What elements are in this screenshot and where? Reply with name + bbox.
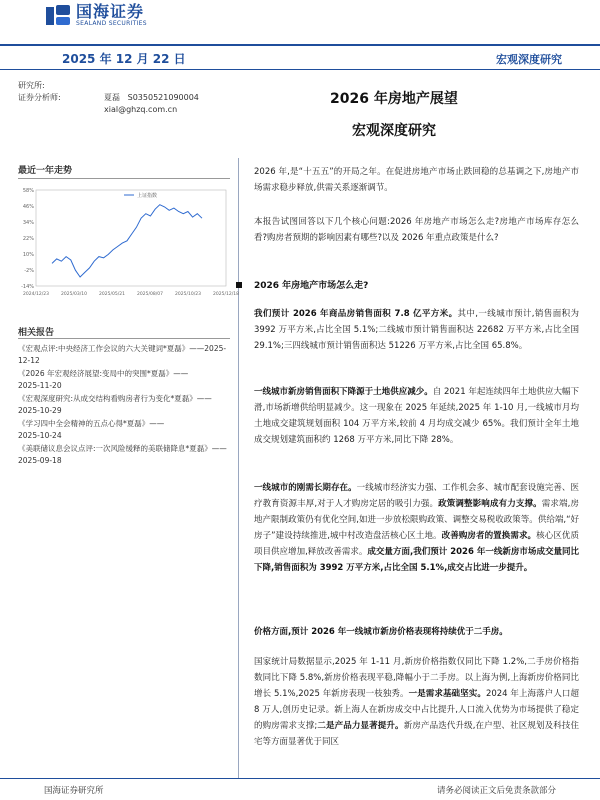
research-institute-label: 研究所: [18,81,45,90]
related-report-title: 《美联储议息会议点评:一次风险缓释的美联储降息*夏磊》 [18,444,212,453]
analyst-name: 夏磊 [104,93,120,102]
related-report-date: ——2025-12-12 [18,344,227,365]
demand-text-3: 核心区优质项目供应增加,释放改善需求。 [254,531,579,557]
land-supply-text: 自 2021 年起连续四年土地供应大幅下滑,市场新增供给明显减少。这一现象在 2025 年延续,2025 年 1-10 月,一线城市月均土地成交建筑规划面积 104 万平方米,较前 4 月均成交减少 65%。我们预计全年土地成交规划建筑面积约 1268 万平方米,同比下降 28%。 [254,387,579,445]
price-text-1: 国家统计局数据显示,2025 年 1-11 月,新房价格指数仅同比下降 1.2%,二手房价格指数同比下降 5.8%,新房价格表现平稳,降幅小于二手房。以上海为例,上海新房价格同比增长 5.1%,2025 年新房表现一枝独秀。 [254,657,579,699]
related-report-item[interactable] [18,443,230,467]
analyst-label: 证券分析师: [18,93,61,102]
logo-mark-icon [46,5,72,27]
footer-disclaimer: 请务必阅读正文后免责条款部分 [436,786,556,796]
analyst-email[interactable]: xial@ghzq.com.cn [104,105,178,114]
section-heading-text: 2026 年房地产市场怎么走? [254,281,369,291]
related-divider [18,338,230,339]
related-report-item[interactable] [18,393,230,417]
report-subtitle: 宏观深度研究 [352,123,436,139]
land-supply-lead: 一线城市新房销售面积下降源于土地供应减少。 [254,387,433,397]
x-tick-label: 2024/12/23 [23,292,49,297]
bullet-square-icon [236,282,242,288]
related-report-date: ——2025-10-29 [18,394,212,415]
y-tick-label: 58% [22,188,34,194]
demand-lead-4: 成交量方面,我们预计 2026 年一线新房市场成交量同比下降,销售面积为 3992 万平方米,占比全国 5.1%,成交占比进一步提升。 [254,547,579,573]
analyst-license: S0350521090004 [127,93,199,102]
related-report-item[interactable] [18,368,230,392]
report-type: 宏观深度研究 [496,53,562,66]
intro-paragraph: 2026 年,是“十五五”的开局之年。在促进房地产市场止跌回稳的总基调之下,房地产市场需求稳步释放,供需关系逐渐调节。 [254,167,579,193]
land-supply-paragraph [254,384,579,448]
report-title: 2026 年房地产展望 [330,91,458,107]
sales-forecast-paragraph [254,306,579,354]
x-tick-label: 2025/08/07 [137,292,163,297]
demand-lead-3: 改善购房者的置换需求。 [441,531,537,541]
x-tick-label: 2025/03/10 [61,292,87,297]
header-bar [0,44,600,70]
related-reports-title: 相关报告 [18,328,55,338]
brand-name-cn: 国海证券 [76,2,145,21]
demand-text-1: 一线城市经济实力强、工作机会多、城市配套设施完善、医疗教育资源丰厚,对于人才购房定居的吸引力强。 [254,483,579,509]
x-tick-label: 2025/10/23 [175,292,201,297]
questions-paragraph: 本报告试图回答以下几个核心问题:2026 年房地产市场怎么走?房地产市场库存怎么看?购房者预期的影响因素有哪些?以及 2026 年重点政策是什么? [254,217,579,243]
y-tick-label: 10% [22,252,34,258]
series-line-shanghai-index [52,205,202,277]
sales-forecast-text: 其中,一线城市预计,销售面积为 3992 万平方米,占比全国 5.1%;二线城市预计销售面积达 22682 万平方米,占比全国 29.1%;三四线城市预计销售面积达 51226 万平方米,占比全国 65.8%。 [254,309,580,351]
y-tick-label: -2% [24,268,34,274]
chart-frame [36,190,226,286]
trend-divider [18,178,230,179]
footer-divider [0,778,600,779]
demand-lead-1: 一线城市的刚需长期存在。 [254,483,357,493]
related-report-title: 《宏观深度研究:从成交结构看购房者行为变化*夏磊》 [18,394,197,403]
y-tick-label: 22% [22,236,34,242]
related-report-date: ——2025-09-18 [18,444,227,465]
price-lead-2: 二是产品力显著提升。 [317,721,404,731]
demand-lead-2: 政策调整影响成有力支撑。 [438,499,542,509]
legend-label: 上证指数 [137,193,158,199]
price-paragraph [254,654,579,750]
x-tick-label: 2025/05/21 [99,292,125,297]
related-report-date: 2025-10-24 [18,431,62,440]
related-report-item[interactable] [18,418,230,442]
y-tick-label: 46% [22,204,34,210]
y-tick-label: -14% [21,284,34,290]
brand-name-en: SEALAND SECURITIES [76,20,147,27]
related-report-date: 2025-11-20 [18,381,62,390]
price-text-3: 新房产品迭代升级,在户型、社区规划及科技住宅等方面显著优于同区 [254,721,579,747]
y-tick-label: 34% [22,220,34,226]
trend-title: 最近一年走势 [18,166,73,176]
trend-chart [14,182,239,300]
price-text-2: 2024 年上海落户人口超 8 万人,创历史记录。新上海人在新房成交中占比提升,人口流入优势为市场提供了稳定的购房需求支撑; [254,689,579,731]
price-heading: 价格方面,预计 2026 年一线城市新房价格表现将持续优于二手房。 [254,627,508,637]
related-reports-list [18,343,230,468]
related-report-title: 《2026 年宏观经济展望:变局中的突围*夏磊》—— [18,369,189,378]
related-report-title: 《宏观点评:中央经济工作会议的六大关键词*夏磊》 [18,344,190,353]
report-date: 2025 年 12 月 22 日 [62,52,186,66]
related-report-item[interactable] [18,343,230,367]
column-divider [238,158,239,778]
related-report-title: 《学习四中全会精神的五点心得*夏磊》—— [18,419,165,428]
sales-forecast-lead: 我们预计 2026 年商品房销售面积 7.8 亿平方米。 [254,309,458,319]
section-heading [236,278,368,291]
brand-logo [46,4,147,28]
footer-institute: 国海证券研究所 [44,786,104,796]
price-lead-1: 一是需求基础坚实。 [408,689,486,699]
analyst-info [18,80,199,116]
demand-paragraph [254,480,579,576]
demand-text-2: 需求端,房地产限制政策仍有优化空间,如进一步放松限购政策、调整交易税收政策等。供给端,“好房子”建设持续推进,城中村改造盘活核心区土地。 [254,499,579,541]
x-tick-label: 2025/12/18 [213,292,239,297]
